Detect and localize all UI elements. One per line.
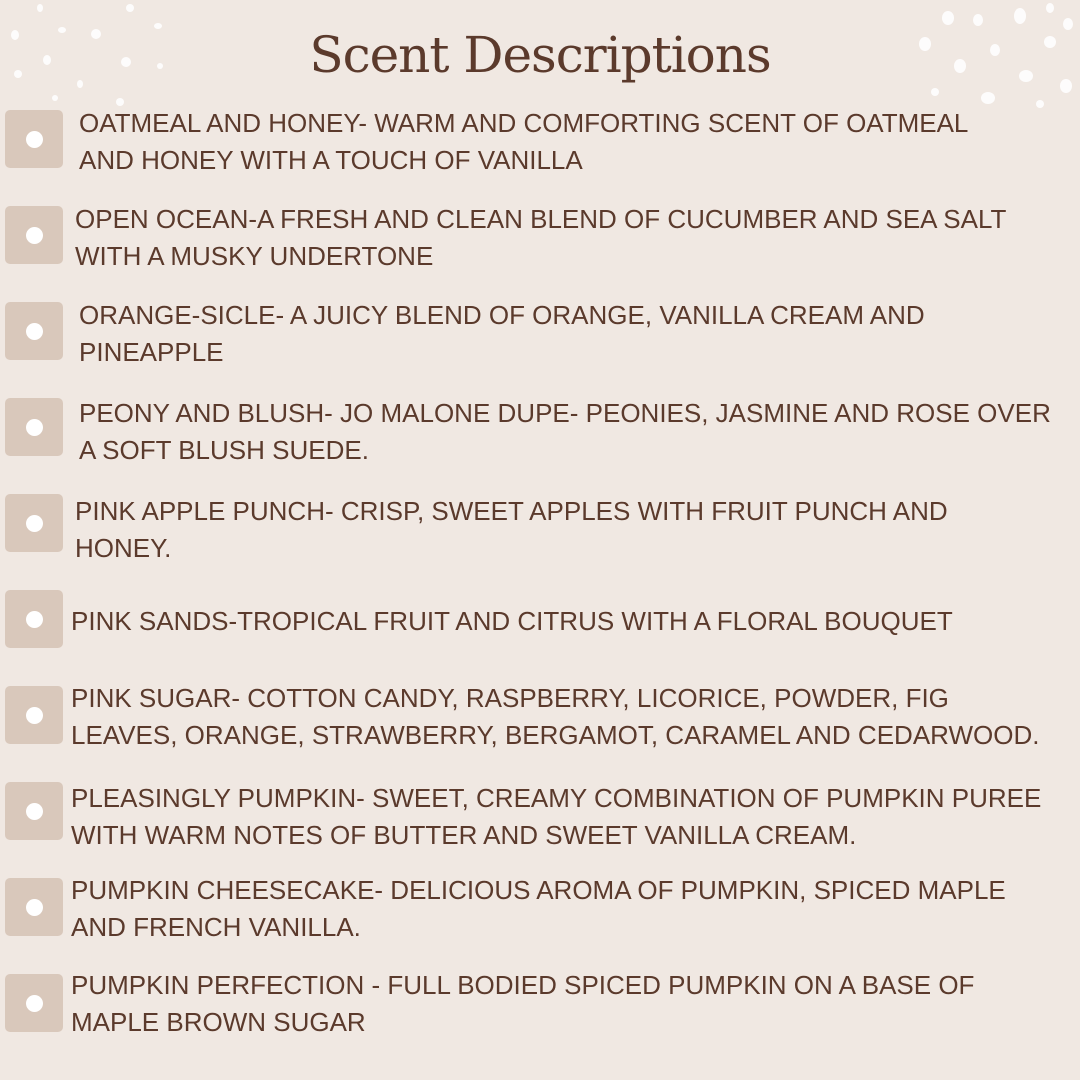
scent-description-line1: PINK SANDS-TROPICAL FRUIT AND CITRUS WITH A FLORAL BOUQUET (71, 606, 953, 636)
bullet-dot (26, 323, 43, 340)
bullet-dot (26, 611, 43, 628)
scent-description (71, 680, 1039, 754)
bullet-icon (5, 878, 63, 936)
scent-description-line1: PUMPKIN CHEESECAKE- DELICIOUS AROMA OF PUMPKIN, SPICED MAPLE (71, 875, 1006, 905)
scent-description-line1: OPEN OCEAN-A FRESH AND CLEAN BLEND OF CUCUMBER AND SEA SALT (75, 204, 1007, 234)
bullet-icon (5, 110, 63, 168)
bullet-icon (5, 302, 63, 360)
scent-description-line2: A SOFT BLUSH SUEDE. (79, 435, 369, 465)
scent-description-line1: ORANGE-SICLE- A JUICY BLEND OF ORANGE, VANILLA CREAM AND (79, 300, 925, 330)
scent-description (75, 493, 948, 567)
bullet-icon (5, 206, 63, 264)
scent-description-line2: WITH WARM NOTES OF BUTTER AND SWEET VANILLA CREAM. (71, 820, 857, 850)
bullet-dot (26, 995, 43, 1012)
scent-description-line2: HONEY. (75, 533, 172, 563)
bullet-icon (5, 974, 63, 1032)
scent-description-line2: AND FRENCH VANILLA. (71, 912, 361, 942)
bullet-dot (26, 419, 43, 436)
scent-description (71, 872, 1006, 946)
scent-description-line1: PUMPKIN PERFECTION - FULL BODIED SPICED PUMPKIN ON A BASE OF (71, 970, 975, 1000)
scent-description-line2: MAPLE BROWN SUGAR (71, 1007, 366, 1037)
scent-description-line2: LEAVES, ORANGE, STRAWBERRY, BERGAMOT, CARAMEL AND CEDARWOOD. (71, 720, 1040, 750)
scent-description (75, 201, 1006, 275)
scent-description (79, 105, 968, 179)
scent-description (71, 967, 974, 1041)
scent-description (71, 780, 1041, 854)
scent-description (71, 603, 953, 640)
scent-description (79, 395, 1051, 469)
scent-description-line1: OATMEAL AND HONEY- WARM AND COMFORTING SCENT OF OATMEAL (79, 108, 969, 138)
bullet-dot (26, 803, 43, 820)
bullet-dot (26, 899, 43, 916)
bullet-dot (26, 227, 43, 244)
scent-description-line2: AND HONEY WITH A TOUCH OF VANILLA (79, 145, 583, 175)
scent-description-line1: PINK APPLE PUNCH- CRISP, SWEET APPLES WITH FRUIT PUNCH AND (75, 496, 948, 526)
bullet-dot (26, 131, 43, 148)
scent-description-line1: PINK SUGAR- COTTON CANDY, RASPBERRY, LICORICE, POWDER, FIG (71, 683, 949, 713)
scent-description-line1: PLEASINGLY PUMPKIN- SWEET, CREAMY COMBINATION OF PUMPKIN PUREE (71, 783, 1042, 813)
bullet-icon (5, 398, 63, 456)
scent-description (79, 297, 925, 371)
bullet-dot (26, 707, 43, 724)
bullet-icon (5, 782, 63, 840)
bullet-dot (26, 515, 43, 532)
scent-description-line2: WITH A MUSKY UNDERTONE (75, 241, 434, 271)
bullet-icon (5, 686, 63, 744)
bullet-icon (5, 494, 63, 552)
scent-description-line2: PINEAPPLE (79, 337, 224, 367)
bullet-icon (5, 590, 63, 648)
scent-description-line1: PEONY AND BLUSH- JO MALONE DUPE- PEONIES, JASMINE AND ROSE OVER (79, 398, 1051, 428)
page-title: Scent Descriptions (309, 26, 771, 84)
